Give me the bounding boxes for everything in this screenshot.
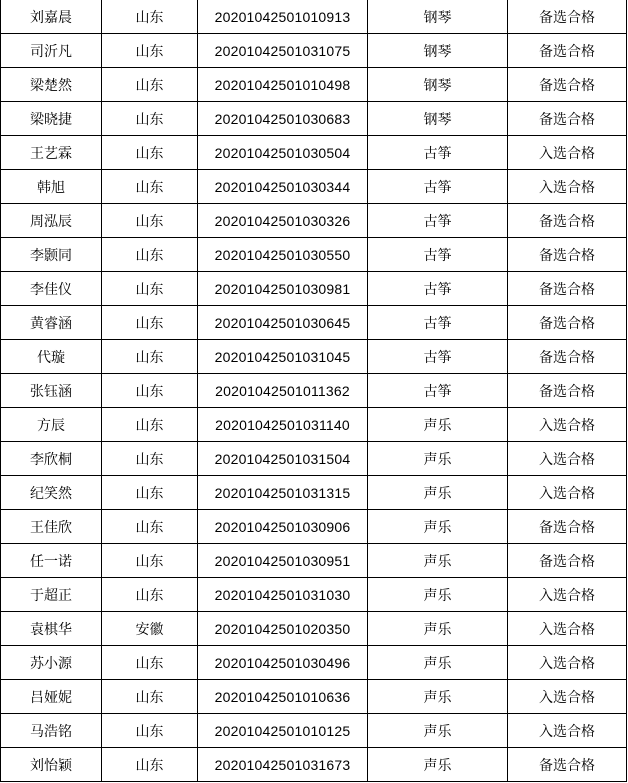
- results-table-body: [1, 0, 627, 782]
- table-row: [1, 272, 627, 306]
- cell-result: 备选合格: [508, 306, 627, 340]
- cell-subject: 钢琴: [368, 102, 508, 136]
- table-row: [1, 204, 627, 238]
- cell-exam-id: 20201042501030683: [198, 102, 368, 136]
- cell-subject: 古筝: [368, 340, 508, 374]
- table-row: [1, 510, 627, 544]
- table-row: [1, 748, 627, 782]
- cell-exam-id: 20201042501031504: [198, 442, 368, 476]
- cell-subject: 古筝: [368, 238, 508, 272]
- cell-name: 任一诺: [1, 544, 102, 578]
- cell-exam-id: 20201042501030504: [198, 136, 368, 170]
- cell-province: 山东: [102, 340, 198, 374]
- cell-subject: 声乐: [368, 408, 508, 442]
- cell-name: 刘怡颖: [1, 748, 102, 782]
- cell-subject: 钢琴: [368, 34, 508, 68]
- cell-province: 山东: [102, 102, 198, 136]
- table-row: [1, 34, 627, 68]
- cell-name: 张钰涵: [1, 374, 102, 408]
- cell-province: 山东: [102, 578, 198, 612]
- cell-province: 山东: [102, 714, 198, 748]
- cell-subject: 古筝: [368, 204, 508, 238]
- cell-subject: 声乐: [368, 748, 508, 782]
- cell-province: 山东: [102, 204, 198, 238]
- cell-subject: 声乐: [368, 646, 508, 680]
- cell-result: 备选合格: [508, 544, 627, 578]
- cell-exam-id: 20201042501030344: [198, 170, 368, 204]
- cell-result: 入选合格: [508, 612, 627, 646]
- table-row: [1, 0, 627, 34]
- cell-result: 备选合格: [508, 204, 627, 238]
- cell-province: 山东: [102, 136, 198, 170]
- table-row: [1, 238, 627, 272]
- cell-exam-id: 20201042501031045: [198, 340, 368, 374]
- cell-province: 山东: [102, 374, 198, 408]
- cell-result: 入选合格: [508, 578, 627, 612]
- table-row: [1, 714, 627, 748]
- cell-result: 备选合格: [508, 272, 627, 306]
- cell-subject: 古筝: [368, 374, 508, 408]
- cell-exam-id: 20201042501031673: [198, 748, 368, 782]
- cell-province: 山东: [102, 748, 198, 782]
- cell-result: 入选合格: [508, 408, 627, 442]
- cell-name: 王佳欣: [1, 510, 102, 544]
- cell-province: 山东: [102, 544, 198, 578]
- cell-name: 李佳仪: [1, 272, 102, 306]
- cell-name: 黄睿涵: [1, 306, 102, 340]
- cell-result: 备选合格: [508, 238, 627, 272]
- cell-subject: 古筝: [368, 170, 508, 204]
- cell-province: 山东: [102, 680, 198, 714]
- cell-result: 入选合格: [508, 680, 627, 714]
- cell-exam-id: 20201042501010498: [198, 68, 368, 102]
- cell-name: 纪笑然: [1, 476, 102, 510]
- cell-subject: 声乐: [368, 544, 508, 578]
- cell-result: 入选合格: [508, 646, 627, 680]
- cell-result: 入选合格: [508, 442, 627, 476]
- cell-province: 山东: [102, 68, 198, 102]
- cell-subject: 声乐: [368, 510, 508, 544]
- cell-name: 李颢同: [1, 238, 102, 272]
- cell-result: 入选合格: [508, 476, 627, 510]
- cell-exam-id: 20201042501030645: [198, 306, 368, 340]
- cell-name: 马浩铭: [1, 714, 102, 748]
- cell-result: 备选合格: [508, 374, 627, 408]
- cell-exam-id: 20201042501031315: [198, 476, 368, 510]
- table-row: [1, 102, 627, 136]
- cell-exam-id: 20201042501031075: [198, 34, 368, 68]
- cell-subject: 声乐: [368, 442, 508, 476]
- cell-exam-id: 20201042501010913: [198, 0, 368, 34]
- cell-name: 梁楚然: [1, 68, 102, 102]
- cell-exam-id: 20201042501030906: [198, 510, 368, 544]
- cell-name: 代璇: [1, 340, 102, 374]
- cell-name: 李欣桐: [1, 442, 102, 476]
- cell-name: 周泓辰: [1, 204, 102, 238]
- cell-subject: 钢琴: [368, 68, 508, 102]
- cell-result: 入选合格: [508, 714, 627, 748]
- table-row: [1, 680, 627, 714]
- cell-result: 备选合格: [508, 34, 627, 68]
- cell-province: 山东: [102, 238, 198, 272]
- cell-exam-id: 20201042501031140: [198, 408, 368, 442]
- cell-result: 备选合格: [508, 510, 627, 544]
- cell-subject: 古筝: [368, 136, 508, 170]
- table-row: [1, 578, 627, 612]
- cell-exam-id: 20201042501010125: [198, 714, 368, 748]
- cell-exam-id: 20201042501031030: [198, 578, 368, 612]
- cell-name: 刘嘉晨: [1, 0, 102, 34]
- cell-exam-id: 20201042501030981: [198, 272, 368, 306]
- cell-province: 山东: [102, 476, 198, 510]
- table-row: [1, 306, 627, 340]
- table-row: [1, 374, 627, 408]
- table-row: [1, 340, 627, 374]
- cell-result: 入选合格: [508, 170, 627, 204]
- cell-result: 备选合格: [508, 340, 627, 374]
- cell-exam-id: 20201042501030550: [198, 238, 368, 272]
- cell-province: 山东: [102, 170, 198, 204]
- cell-subject: 声乐: [368, 714, 508, 748]
- cell-province: 山东: [102, 510, 198, 544]
- cell-name: 韩旭: [1, 170, 102, 204]
- cell-province: 山东: [102, 408, 198, 442]
- cell-subject: 钢琴: [368, 0, 508, 34]
- cell-result: 备选合格: [508, 0, 627, 34]
- cell-exam-id: 20201042501010636: [198, 680, 368, 714]
- cell-province: 山东: [102, 0, 198, 34]
- cell-name: 苏小源: [1, 646, 102, 680]
- cell-name: 司沂凡: [1, 34, 102, 68]
- cell-result: 入选合格: [508, 136, 627, 170]
- cell-subject: 古筝: [368, 306, 508, 340]
- cell-exam-id: 20201042501030496: [198, 646, 368, 680]
- cell-province: 山东: [102, 442, 198, 476]
- table-row: [1, 442, 627, 476]
- cell-result: 备选合格: [508, 102, 627, 136]
- table-row: [1, 170, 627, 204]
- cell-name: 方辰: [1, 408, 102, 442]
- cell-province: 山东: [102, 306, 198, 340]
- cell-name: 王艺霖: [1, 136, 102, 170]
- cell-exam-id: 20201042501020350: [198, 612, 368, 646]
- cell-result: 备选合格: [508, 748, 627, 782]
- cell-name: 梁晓捷: [1, 102, 102, 136]
- cell-province: 安徽: [102, 612, 198, 646]
- cell-exam-id: 20201042501030951: [198, 544, 368, 578]
- table-row: [1, 408, 627, 442]
- cell-subject: 声乐: [368, 680, 508, 714]
- cell-subject: 声乐: [368, 476, 508, 510]
- table-row: [1, 136, 627, 170]
- cell-subject: 声乐: [368, 578, 508, 612]
- cell-name: 于超正: [1, 578, 102, 612]
- table-row: [1, 544, 627, 578]
- cell-exam-id: 20201042501030326: [198, 204, 368, 238]
- table-row: [1, 68, 627, 102]
- cell-name: 袁棋华: [1, 612, 102, 646]
- table-row: [1, 612, 627, 646]
- cell-province: 山东: [102, 34, 198, 68]
- table-row: [1, 646, 627, 680]
- cell-name: 吕娅妮: [1, 680, 102, 714]
- cell-province: 山东: [102, 272, 198, 306]
- cell-subject: 古筝: [368, 272, 508, 306]
- cell-subject: 声乐: [368, 612, 508, 646]
- cell-result: 备选合格: [508, 68, 627, 102]
- cell-province: 山东: [102, 646, 198, 680]
- cell-exam-id: 20201042501011362: [198, 374, 368, 408]
- table-row: [1, 476, 627, 510]
